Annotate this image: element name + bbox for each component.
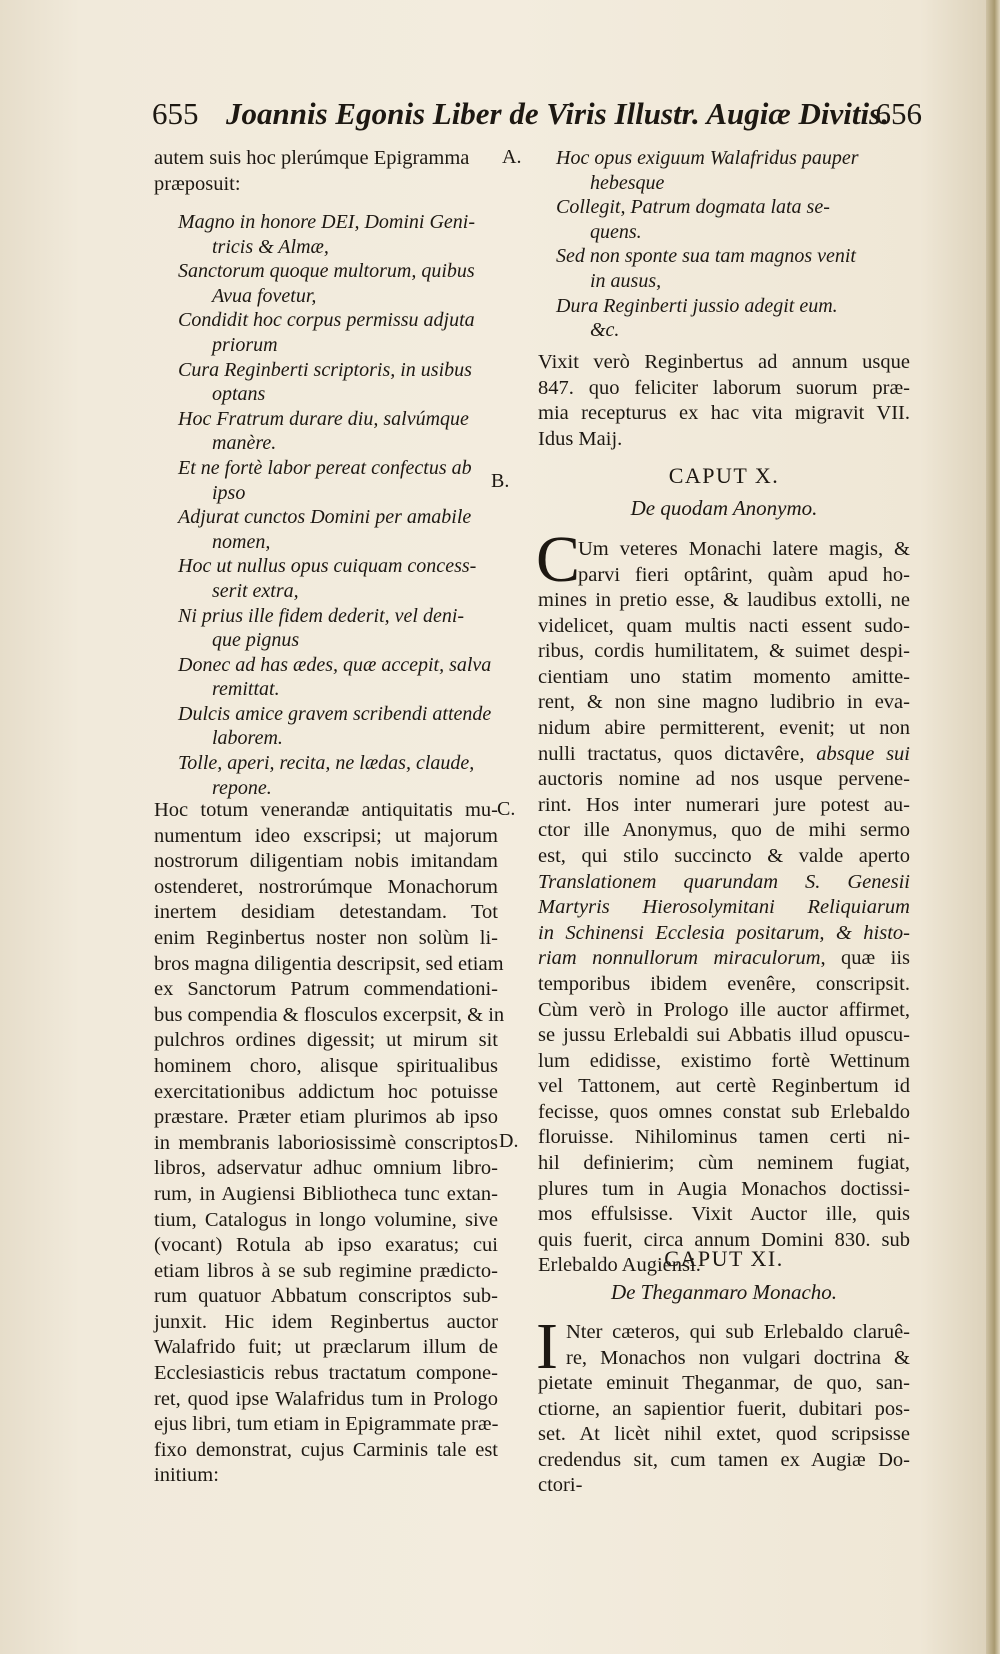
text-line: nidum abire permitterent, evenit; ut non [538,716,910,739]
text-line: in Schinensi Ecclesia positarum, & histo- [538,921,910,944]
text-line: cientiam uno statim momento amitte- [538,665,910,688]
verse-line: quens. [590,220,642,243]
left-intro [154,146,510,197]
verse-line: manère. [212,432,277,455]
text-line: tium, Catalogus in longo volumine, sive [154,1208,498,1231]
verse-line: &c. [590,319,620,342]
text-line: Translationem quarundam S. Genesii [538,870,910,893]
verse-line: Tolle, aperi, recita, ne lædas, claude, [178,752,475,775]
running-header [152,92,922,136]
verse-line: in ausus, [590,269,662,292]
verse-line: Sed non sponte sua tam magnos venit [556,245,856,268]
text-line: temporibus ibidem evenêre, conscripsit. [538,972,910,995]
verse-line: laborem. [212,727,283,750]
text-line: ret, quod ipse Walafridus tum in Prologo [154,1387,498,1410]
text-line: bros magna diligentia descripsit, sed etiam [154,952,504,975]
text-line: autem suis hoc plerúmque Epigramma [154,147,470,169]
text-line: enim Reginbertus noster non solùm li- [154,926,498,949]
text-line: plures tum in Augia Monachos doctissi- [538,1177,910,1200]
verse-line: optans [212,383,266,406]
text-line: pulchros ordines digessit; ut mirum sit [154,1029,498,1052]
text-line: set. At licèt nihil extet, quod scripsisse [538,1423,910,1446]
verse-line: Avua fovetur, [212,284,317,307]
text-line: est, qui stilo succincto & valde aperto [538,844,910,867]
text-line: ctor ille Anonymus, quo de mihi sermo [538,819,910,842]
right-paragraph-2 [538,588,910,1279]
chapter-heading-x: CAPUT X. [668,463,780,488]
text-line: ribus, cordis humilitatem, & suimet despi- [538,640,910,663]
text-line: rent, & non sine magno ludibrio in eva- [538,691,910,714]
epigram-verse-left [178,210,518,800]
text-line: rum quatuor Abbatum conscriptos sub- [154,1285,498,1308]
verse-line: Adjurat cunctos Domini per amabile [178,506,472,529]
text-line: rum, in Augiensi Bibliotheca tunc extan- [154,1182,498,1205]
text-line: Erlebaldo Augiensi. [538,1254,701,1277]
verse-line: Dura Reginberti jussio adegit eum. [556,294,838,317]
text-line: 847. quo feliciter laborum suorum præ- [538,376,910,399]
right-paragraph-2-opening [578,537,910,588]
text-line: exercitationibus addictum hoc potuisse [154,1080,498,1103]
text-line: Hoc totum venerandæ antiquitatis mu- [154,799,498,821]
verse-line: Sanctorum quoque multorum, quibus [178,260,475,283]
text-line: fecisse, quos omnes constat sub Erlebaldo [538,1100,910,1123]
text-line: ejus libri, tum etiam in Epigrammate præ- [154,1413,499,1436]
page-edge [986,0,1000,1654]
chapter-subtitle-x: De quodam Anonymo. [630,496,818,520]
text-line: ctori- [538,1474,583,1497]
text-line: videlicet, quam multis nacti essent sudo- [538,614,910,637]
running-title: Joannis Egonis Liber de Viris Illustr. Augiæ Divitis. [226,96,889,131]
text-line: re, Monachos non vulgari doctrina & [566,1346,910,1369]
text-line: initium: [154,1464,219,1487]
verse-line: hebesque [590,171,665,194]
text-line: se jussu Erlebaldi sui Abbatis illud opuscu- [538,1024,910,1047]
verse-line: Hoc ut nullus opus cuiquam concess- [178,555,477,578]
text-line: rint. Hos inter numerari jure potest au- [538,793,910,816]
drop-capital-i: I [536,1310,558,1383]
text-line: inertem desidiam detestandam. Tot [154,901,498,924]
verse-line: Hoc Fratrum durare diu, salvúmque [178,407,469,430]
left-paragraph [154,798,505,1489]
text-line: floruisse. Nihilominus tamen certi ni- [538,1126,910,1149]
verse-line: serit extra, [212,579,299,602]
text-line: hominem choro, alisque spiritualibus [154,1054,498,1077]
text-line: (vocant) Rotula ab ipso exaratus; cui [154,1234,498,1257]
verse-line: priorum [212,333,278,356]
text-line: nulli tractatus, quos dictavêre, absque sui [538,742,910,765]
text-line: mines in pretio esse, & laudibus extolli, ne [538,589,910,611]
text-line: Ecclesiasticis rebus tractatum compone- [154,1362,498,1385]
text-line: Nter cæteros, qui sub Erlebaldo claruê- [566,1321,910,1343]
text-line: mos effulsisse. Vixit Auctor ille, quis [538,1203,910,1226]
verse-line: Hoc opus exiguum Walafridus pauper [556,147,859,169]
text-line: Walafrido fuit; ut præclarum illum de [154,1336,498,1359]
verse-line: Ni prius ille fidem dederit, vel deni- [178,604,465,627]
page-number-right: 656 [875,96,922,131]
text-line: auctoris nomine ad nos usque pervene- [538,768,910,791]
margin-marker-a: A. [502,146,522,168]
text-line: junxit. Hic idem Reginbertus auctor [154,1310,498,1333]
verse-line: Donec ad has ædes, quæ accepit, salva [178,653,492,676]
verse-line: nomen, [212,530,271,553]
verse-line: que pignus [212,629,300,652]
text-line: lum edidisse, existimo fortè Wettinum [538,1049,910,1072]
text-line: fixo demonstrat, cujus Carminis tale est [154,1438,498,1461]
verse-line: Magno in honore DEI, Domini Geni- [178,211,475,233]
text-line: numentum ideo exscripsi; ut majorum [154,824,498,847]
verse-line: Cura Reginberti scriptoris, in usibus [178,358,472,381]
text-line: quis fuerit, circa annum Domini 830. sub [538,1228,910,1251]
text-line: vel Tattonem, aut certè Reginbertum id [538,1075,910,1098]
text-line: parvi fieri optârint, quàm apud ho- [578,563,910,586]
text-line: ostenderet, nostrorúmque Monachorum [154,875,498,898]
verse-line: Dulcis amice gravem scribendi attende [178,702,492,725]
drop-capital-c: C [536,523,581,596]
chapter-subtitle-xi: De Theganmaro Monacho. [610,1280,838,1304]
text-line: Martyris Hierosolymitani Reliquiarum [538,896,910,919]
verse-line: tricis & Almæ, [212,235,329,258]
page-number-left: 655 [152,96,199,131]
verse-line: Et ne fortè labor pereat confectus ab [178,456,472,479]
text-line: pietate eminuit Theganmar, de quo, san- [538,1372,910,1394]
verse-line: Collegit, Patrum dogmata lata se- [556,196,830,219]
right-paragraph-3-opening [566,1320,910,1371]
text-line: hil definierim; cùm neminem fugiat, [538,1152,910,1175]
text-line: riam nonnullorum miraculorum, quæ iis [538,947,910,970]
text-line: credendus sit, cum tamen ex Augiæ Do- [538,1448,910,1471]
epigram-verse-right [556,146,916,343]
right-paragraph-1 [538,350,910,452]
verse-line: ipso [212,481,246,504]
chapter-heading-xi: CAPUT XI. [664,1246,784,1271]
text-line: ex Sanctorum Patrum commendationi- [154,978,498,1001]
margin-marker-b: B. [491,470,510,492]
right-paragraph-3 [538,1371,910,1499]
margin-marker-d: D. [499,1130,519,1152]
text-line: etiam libros à se sub regimine prædicto- [154,1259,498,1282]
text-line: nostrorum diligentiam nobis imitandam [154,850,498,873]
text-line: mia recepturus ex hac vita migravit VII. [538,402,910,425]
text-line: Um veteres Monachi latere magis, & [578,538,910,560]
text-line: Idus Maij. [538,427,623,450]
margin-marker-c: C. [497,798,516,820]
text-line: Cùm verò in Prologo ille auctor affirmet, [538,998,910,1021]
text-line: Vixit verò Reginbertus ad annum usque [538,351,910,373]
verse-line: remittat. [212,678,280,701]
text-line: ctiorne, an sapientior fuerit, dubitari pos- [538,1397,910,1420]
text-line: præstare. Præter etiam plurimos ab ipso [154,1106,498,1129]
text-line: bus compendia & flosculos excerpsit, & in [154,1003,505,1026]
verse-line: repone. [212,776,272,799]
text-line: in membranis laboriosissimè conscriptos [154,1131,498,1154]
text-line: præposuit: [154,172,241,195]
text-line: libros, adservatur adhuc omnium libro- [154,1157,498,1180]
verse-line: Condidit hoc corpus permissu adjuta [178,309,475,332]
